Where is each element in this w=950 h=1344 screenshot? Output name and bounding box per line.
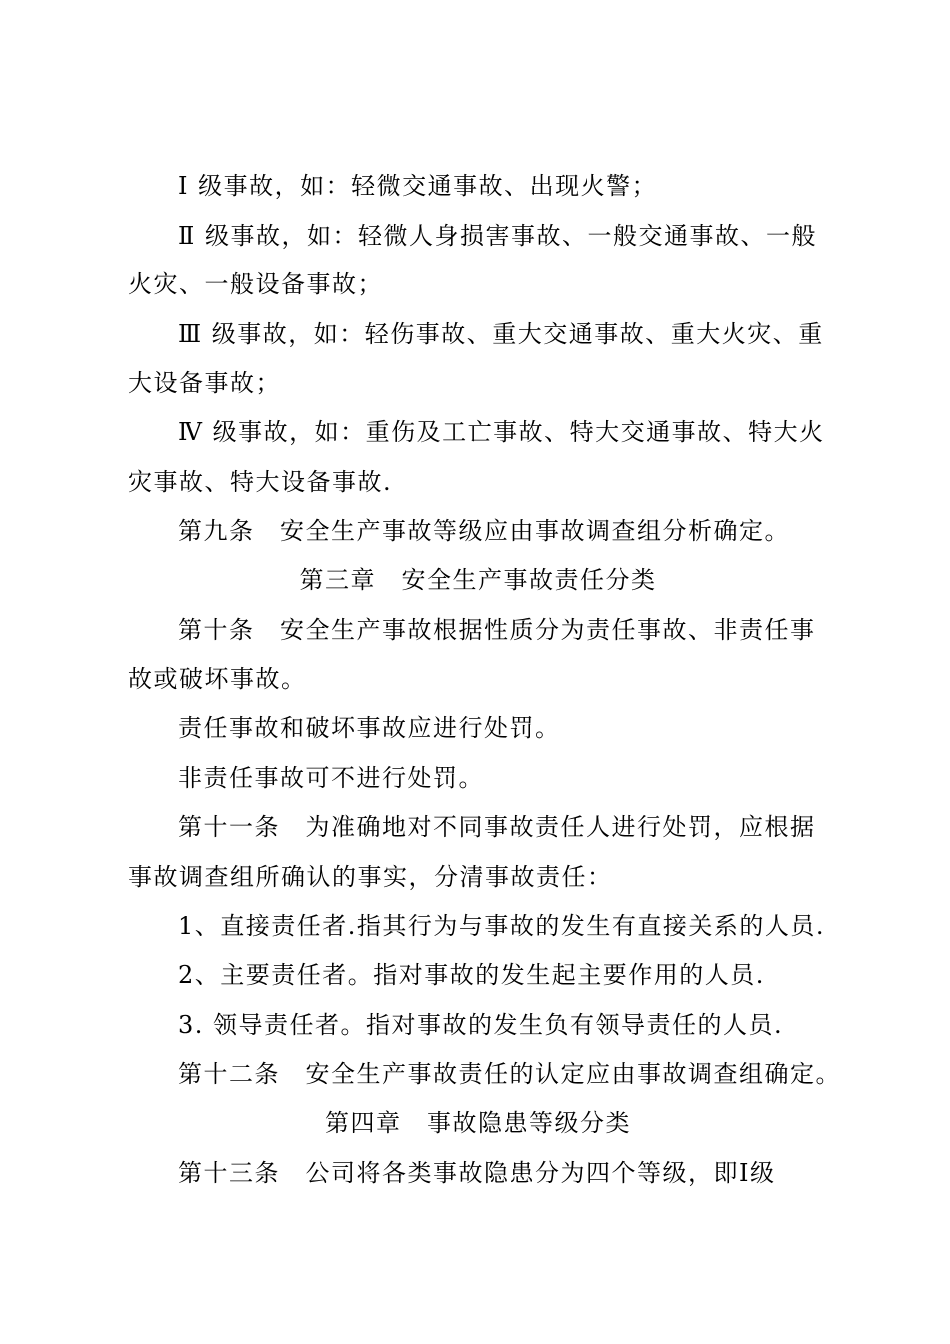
main-responsibility-item: 2、主要责任者。指对事故的发生起主要作用的人员. xyxy=(178,961,765,989)
article-10: 第十条 安全生产事故根据性质分为责任事故、非责任事 xyxy=(178,616,816,644)
level-2-accident-continuation: 火灾、一般设备事故； xyxy=(128,270,383,298)
direct-responsibility-item: 1、直接责任者.指其行为与事故的发生有直接关系的人员. xyxy=(178,912,826,940)
leadership-responsibility-item: 3. 领导责任者。指对事故的发生负有领导责任的人员. xyxy=(178,1011,784,1039)
level-3-accident-line: Ⅲ 级事故，如：轻伤事故、重大交通事故、重大火灾、重 xyxy=(178,320,824,348)
article-9: 第九条 安全生产事故等级应由事故调查组分析确定。 xyxy=(178,517,790,545)
responsibility-penalty-line: 责任事故和破坏事故应进行处罚。 xyxy=(178,714,561,742)
level-3-accident-continuation: 大设备事故； xyxy=(128,369,281,397)
article-11-continuation: 事故调查组所确认的事实，分清事故责任： xyxy=(128,863,613,891)
chapter-3-heading: 第三章 安全生产事故责任分类 xyxy=(299,566,657,594)
article-12: 第十二条 安全生产事故责任的认定应由事故调查组确定。 xyxy=(178,1060,841,1088)
article-13: 第十三条 公司将各类事故隐患分为四个等级，即Ⅰ级 xyxy=(178,1159,776,1187)
article-10-continuation: 故或破坏事故。 xyxy=(128,665,307,693)
level-4-accident-continuation: 灾事故、特大设备事故. xyxy=(128,468,393,496)
level-1-accident-line: Ⅰ 级事故，如：轻微交通事故、出现火警； xyxy=(178,172,658,200)
chapter-4-heading: 第四章 事故隐患等级分类 xyxy=(325,1109,631,1137)
non-responsibility-line: 非责任事故可不进行处罚。 xyxy=(178,764,484,792)
article-11: 第十一条 为准确地对不同事故责任人进行处罚，应根据 xyxy=(178,813,816,841)
level-2-accident-line: Ⅱ 级事故，如：轻微人身损害事故、一般交通事故、一般 xyxy=(178,222,817,250)
level-4-accident-line: Ⅳ 级事故，如：重伤及工亡事故、特大交通事故、特大火 xyxy=(178,418,825,446)
